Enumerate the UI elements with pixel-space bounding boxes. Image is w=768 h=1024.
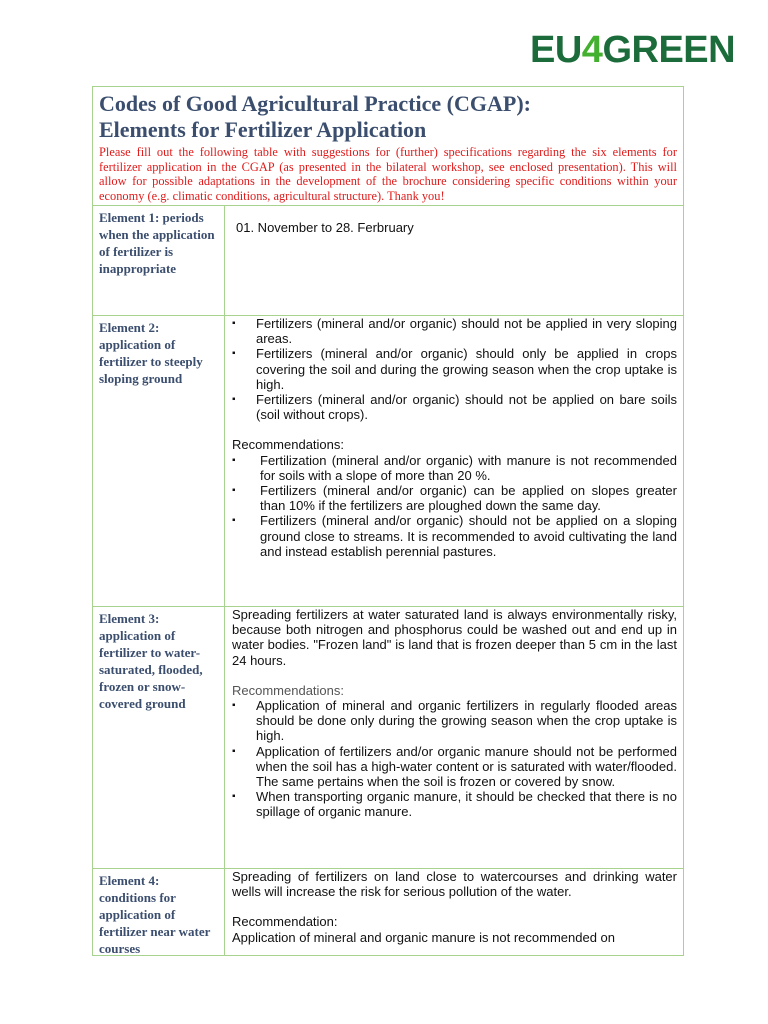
- element-2-label: Element 2: application of fertilizer to steeply sloping ground: [93, 316, 225, 606]
- eu4green-logo: EU4GREEN: [530, 29, 736, 71]
- element-1-content: [225, 206, 683, 315]
- bullet-icon: ▪: [232, 791, 236, 803]
- element-4-recommendation-label: Recommendation:: [232, 914, 338, 930]
- element-4-text: Application of mineral and organic manure is not recommended on: [232, 929, 615, 945]
- element-4-intro: Spreading of fertilizers on land close to watercourses and drinking water wells will increase the risk for serious pollution of the water.: [232, 869, 677, 900]
- list-item: ▪ Fertilizers (mineral and/or organic) should only be applied in crops covering the soil and during the growing season when the crop uptake is high.: [232, 346, 677, 392]
- table-row-element-4: [93, 869, 683, 956]
- bullet-icon: ▪: [232, 394, 236, 406]
- element-2-content: [225, 316, 683, 606]
- bullet-icon: ▪: [232, 318, 236, 329]
- element-2-bullet-list: [232, 316, 677, 422]
- bullet-icon: ▪: [232, 348, 236, 360]
- bullet-icon: ▪: [232, 454, 236, 466]
- bullet-icon: ▪: [232, 745, 236, 757]
- list-item: ▪ Fertilizers (mineral and/or organic) should not be applied on a sloping ground close to streams. It is recommended to avoid cultivating the land and instead establish perennial pastures.: [232, 513, 677, 559]
- list-item: ▪ Application of fertilizers and/or organic manure should not be performed when the soil has a high-water content or is saturated with water/flooded. The same pertains when the soil is frozen or covered by snow.: [232, 743, 677, 790]
- list-item: ▪ Fertilizers (mineral and/or organic) can be applied on slopes greater than 10% if the fertilizers are ploughed down the same day.: [232, 483, 677, 514]
- page-title: Codes of Good Agricultural Practice (CGAP): Elements for Fertilizer Application: [99, 91, 531, 142]
- bullet-icon: ▪: [232, 515, 236, 527]
- element-2-recommendations-list: [232, 453, 677, 559]
- element-3-recommendations-label: Recommendations:: [232, 682, 344, 698]
- table-row-element-3: [93, 607, 683, 869]
- list-item: ▪ Application of mineral and organic fertilizers in regularly flooded areas should be done only during the growing season when the crop uptake is high.: [232, 698, 677, 744]
- element-4-content: [225, 869, 683, 956]
- element-4-label: Element 4: conditions for application of fertilizer near water courses: [93, 869, 225, 956]
- element-1-text: 01. November to 28. Ferbruary: [236, 220, 414, 235]
- bullet-icon: ▪: [232, 485, 236, 497]
- instructions-text: Please fill out the following table with suggestions for (further) specifications regarding the six elements for fertilizer application in the CGAP (as presented in the bilateral workshop, see enclosed presentation). This will allow for possible adaptations in the development of the brochure considering specific conditions within your economy (e.g. climatic conditions, agricultural structure). Thank you!: [99, 145, 677, 203]
- table-row-element-1: [93, 206, 683, 316]
- table-header: [93, 87, 683, 206]
- element-2-recommendations-label: Recommendations:: [232, 437, 344, 453]
- list-item: ▪ When transporting organic manure, it should be checked that there is no spillage of organic manure.: [232, 789, 677, 820]
- element-3-content: [225, 607, 683, 868]
- element-3-recommendations-list: [232, 698, 677, 820]
- list-item: ▪ Fertilizers (mineral and/or organic) should not be applied in very sloping areas.: [232, 316, 677, 347]
- list-item: ▪ Fertilizers (mineral and/or organic) should not be applied on bare soils (soil without crops).: [232, 392, 677, 423]
- table-row-element-2: [93, 316, 683, 607]
- cgap-table: [92, 86, 684, 956]
- bullet-icon: ▪: [232, 700, 236, 712]
- list-item: ▪ Fertilization (mineral and/or organic) with manure is not recommended for soils with a slope of more than 20 %.: [232, 452, 677, 483]
- element-3-intro: Spreading fertilizers at water saturated land is always environmentally risky, because both nitrogen and phosphorus could be washed out and end up in water bodies. "Frozen land" is land that is frozen deeper than 5 cm in the last 24 hours.: [232, 607, 677, 668]
- element-1-label: Element 1: periods when the application of fertilizer is inappropriate: [93, 206, 225, 315]
- element-3-label: Element 3: application of fertilizer to water-saturated, flooded, frozen or snow-covered ground: [93, 607, 225, 868]
